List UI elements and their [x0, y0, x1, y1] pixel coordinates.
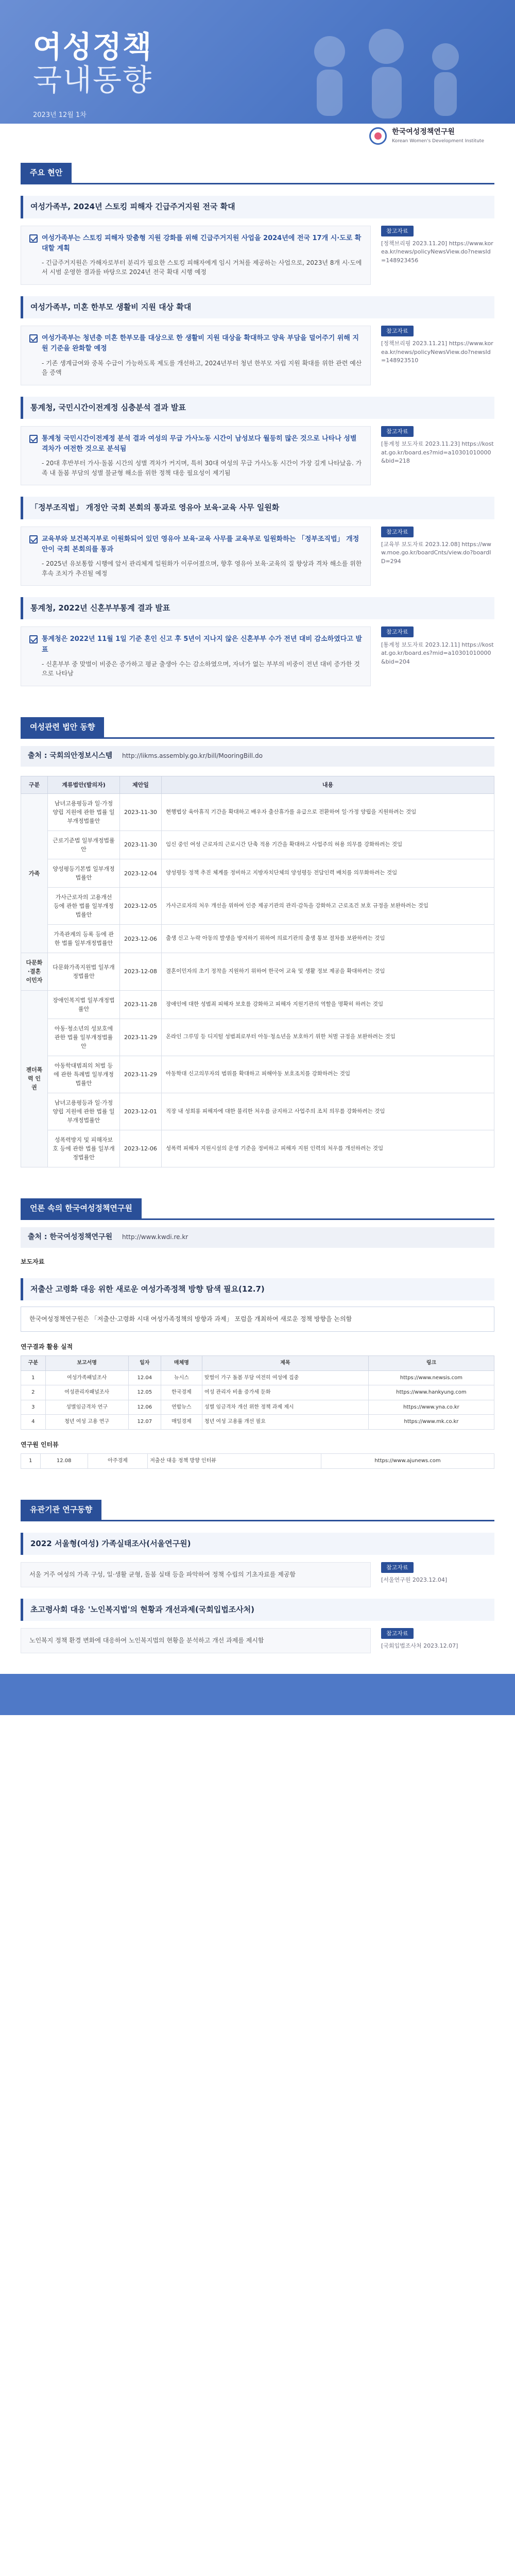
table-cell: 청년 여성 고용 연구	[45, 1415, 128, 1430]
logo-name-kr: 한국여성정책연구원	[392, 128, 455, 137]
proposal-date-cell: 2023-12-08	[120, 953, 162, 990]
bill-name-cell: 남녀고용평등과 일·가정 양립 지원에 관한 법률 일부개정법률안	[48, 793, 120, 831]
proposal-date-cell: 2023-11-30	[120, 793, 162, 831]
bill-name-cell: 가사근로자의 고용개선 등에 관한 법률 일부개정법률안	[48, 888, 120, 925]
bill-content-cell: 임신 중인 여성 근로자의 근로시간 단축 적용 기간을 확대하고 사업주의 허용 의무를 강화하려는 것임	[161, 831, 494, 859]
check-icon	[29, 435, 38, 443]
proposal-date-cell: 2023-11-29	[120, 1056, 162, 1093]
check-icon	[29, 334, 38, 343]
proposal-date-cell: 2023-11-30	[120, 831, 162, 859]
section-title: 유관기관 연구동향	[21, 1500, 101, 1520]
table-cell: 연합뉴스	[161, 1400, 202, 1415]
news-description: - 20대 후반부터 가사·돌봄 시간의 성별 격차가 커지며, 특히 30대 여성의 무급 가사노동 시간이 가장 길게 나타났음. 가족 내 돌봄 부담의 성별 불균형 해소를 위한 정책 대응 필요성이 제기됨	[42, 460, 362, 477]
column-header: 구분	[21, 1356, 46, 1371]
source-link[interactable]: http://www.kwdi.re.kr	[122, 1233, 188, 1241]
news-item	[21, 226, 494, 285]
table-cell: 12.05	[128, 1385, 161, 1400]
proposal-date-cell: 2023-11-28	[120, 990, 162, 1019]
decorative-figures-icon	[299, 21, 484, 124]
hero-banner	[0, 0, 515, 149]
kwdi-logo	[369, 127, 484, 145]
source-bar	[21, 1227, 494, 1248]
check-icon	[29, 234, 38, 243]
table-cell: 12.06	[128, 1400, 161, 1415]
footer-band	[0, 1674, 515, 1715]
bill-name-cell: 남녀고용평등과 일·가정 양립 지원에 관한 법률 일부개정법률안	[48, 1093, 120, 1130]
table-link[interactable]: https://www.yna.co.kr	[368, 1400, 494, 1415]
reference-badge: 참고자료	[381, 1628, 414, 1639]
partner-title: 초고령사회 대응 '노인복지법'의 현황과 개선과제(국회입법조사처)	[21, 1599, 494, 1621]
press-label: 보도자료	[21, 1258, 45, 1266]
reference-link[interactable]: [국회입법조사처 2023.12.07]	[381, 1642, 458, 1650]
bill-content-cell: 온라인 그루밍 등 디지털 성범죄로부터 아동·청소년을 보호하기 위한 처벌 규정을 보완하려는 것임	[161, 1019, 494, 1056]
column-header: 내용	[161, 776, 494, 793]
interview-label: 연구원 인터뷰	[21, 1440, 59, 1448]
news-headline: 통계청 국민시간이전계정 분석 결과 여성의 무급 가사노동 시간이 남성보다 월등히 많은 것으로 나타나 성별 격차가 여전한 것으로 분석됨	[42, 434, 357, 453]
table-cell: 저출산 대응 정책 방향 인터뷰	[148, 1454, 321, 1469]
news-description: - 긴급주거지원은 가해자로부터 분리가 필요한 스토킹 피해자에게 임시 거처를 제공하는 사업으로, 2023년 8개 시·도에서 시범 운영한 결과를 바탕으로 2024년 전국 확대 시행 예정	[42, 259, 362, 276]
bill-content-cell: 출생 신고 누락 아동의 발생을 방지하기 위하여 의료기관의 출생 통보 절차를 보완하려는 것임	[161, 925, 494, 953]
proposal-date-cell: 2023-11-29	[120, 1019, 162, 1056]
table-cell: 12.08	[40, 1454, 88, 1469]
table-row	[21, 1019, 494, 1056]
table-cell: 12.04	[128, 1370, 161, 1385]
section-research	[21, 1198, 494, 1220]
source-link[interactable]: http://likms.assembly.go.kr/bill/MooringBill.do	[122, 752, 263, 760]
source-bar	[21, 746, 494, 767]
column-header: 제안일	[120, 776, 162, 793]
category-cell: 가족	[21, 793, 48, 953]
partner-item	[21, 1628, 494, 1653]
section-main-news	[21, 163, 494, 184]
table-row	[21, 1385, 494, 1400]
bill-name-cell: 성폭력방지 및 피해자보호 등에 관한 법률 일부개정법률안	[48, 1130, 120, 1167]
news-item	[21, 527, 494, 586]
news-item	[21, 426, 494, 485]
table-cell: 3	[21, 1400, 46, 1415]
logo-name-en: Korean Women's Development Institute	[392, 139, 484, 144]
partner-item	[21, 1562, 494, 1587]
news-description: - 2025년 유보통합 시행에 앞서 관리체계 일원화가 이루어졌으며, 향후 영유아 보육·교육의 질 향상과 격차 해소를 위한 후속 조치가 추진될 예정	[42, 560, 362, 577]
bill-name-cell: 아동학대범죄의 처벌 등에 관한 특례법 일부개정법률안	[48, 1056, 120, 1093]
table-cell: 1	[21, 1370, 46, 1385]
table-row	[21, 793, 494, 831]
table-row	[21, 1454, 494, 1469]
proposal-date-cell: 2023-12-04	[120, 859, 162, 888]
results-table-label: 연구결과 활용 실적	[21, 1343, 73, 1350]
section-title: 여성관련 법안 동향	[21, 717, 104, 737]
proposal-date-cell: 2023-12-05	[120, 888, 162, 925]
table-link[interactable]: https://www.hankyung.com	[368, 1385, 494, 1400]
table-link[interactable]: https://www.newsis.com	[368, 1370, 494, 1385]
section-title: 언론 속의 한국여성정책연구원	[21, 1198, 142, 1218]
table-row	[21, 1093, 494, 1130]
news-group-title: 「정부조직법」 개정안 국회 본회의 통과로 영유아 보육·교육 사무 일원화	[21, 497, 494, 519]
proposal-date-cell: 2023-12-06	[120, 1130, 162, 1167]
table-cell: 매일경제	[161, 1415, 202, 1430]
table-row	[21, 859, 494, 888]
column-header: 링크	[368, 1356, 494, 1371]
partner-description: 서울 거주 여성의 가족 구성, 일·생활 균형, 돌봄 실태 등을 파악하여 정책 수립의 기초자료를 제공함	[29, 1571, 296, 1579]
section-title: 주요 현안	[21, 163, 72, 183]
news-headline: 통계청은 2022년 11월 1일 기준 혼인 신고 후 5년이 지나지 않은 신혼부부 수가 전년 대비 감소하였다고 발표	[42, 635, 362, 654]
partner-title: 2022 서울형(여성) 가족실태조사(서울연구원)	[21, 1533, 494, 1555]
news-description: - 신혼부부 중 맞벌이 비중은 증가하고 평균 출생아 수는 감소하였으며, 자녀가 없는 부부의 비중이 전년 대비 증가한 것으로 나타남	[42, 660, 360, 677]
table-cell: 4	[21, 1415, 46, 1430]
press-body: 한국여성정책연구원은 「저출산·고령화 시대 여성가족정책의 방향과 과제」 포럼을 개최하여 새로운 정책 방향을 논의함	[21, 1307, 494, 1332]
table-cell: 12.07	[128, 1415, 161, 1430]
table-row	[21, 1056, 494, 1093]
table-cell: 여성 관리자 비율 증가세 둔화	[202, 1385, 368, 1400]
news-item	[21, 626, 494, 686]
news-headline: 여성가족부는 스토킹 피해자 맞춤형 지원 강화를 위해 긴급주거지원 사업을 2024년에 전국 17개 시·도로 확대할 계획	[42, 234, 362, 252]
bill-content-cell: 직장 내 성희롱 피해자에 대한 불리한 처우를 금지하고 사업주의 조치 의무를 강화하려는 것임	[161, 1093, 494, 1130]
column-header: 일자	[128, 1356, 161, 1371]
legislation-table	[21, 776, 494, 1167]
news-group-title: 통계청, 2022년 신혼부부통계 결과 발표	[21, 597, 494, 619]
table-row	[21, 1400, 494, 1415]
table-cell: 아주경제	[88, 1454, 148, 1469]
column-header: 계류법안(발의자)	[48, 776, 120, 793]
reference-link[interactable]: [정책브리핑 2023.11.21] https://www.korea.kr/news/policyNewsView.do?newsId=148923510	[381, 340, 493, 364]
bill-name-cell: 아동·청소년의 성보호에 관한 법률 일부개정법률안	[48, 1019, 120, 1056]
column-header: 구분	[21, 776, 48, 793]
bill-content-cell: 결혼이민자의 초기 정착을 지원하기 위하여 한국어 교육 및 생활 정보 제공을 확대하려는 것임	[161, 953, 494, 990]
bill-content-cell: 양성평등 정책 추진 체계를 정비하고 지방자치단체의 양성평등 전담인력 배치를 의무화하려는 것임	[161, 859, 494, 888]
logo-bar	[0, 124, 515, 149]
table-cell: 맞벌이 가구 돌봄 부담 여전히 여성에 집중	[202, 1370, 368, 1385]
proposal-date-cell: 2023-12-06	[120, 925, 162, 953]
table-cell: 뉴시스	[161, 1370, 202, 1385]
source-label: 출처 : 한국여성정책연구원	[28, 1233, 113, 1242]
news-headline: 교육부와 보건복지부로 이원화되어 있던 영유아 보육·교육 사무를 교육부로 일원화하는 「정부조직법」 개정안이 국회 본회의를 통과	[42, 535, 359, 553]
category-cell: 젠더폭력 인권	[21, 990, 48, 1167]
table-row	[21, 1130, 494, 1167]
section-legislation	[21, 717, 494, 739]
reference-badge: 참고자료	[381, 1562, 414, 1573]
category-cell: 다문화·결혼이민자	[21, 953, 48, 990]
table-row	[21, 990, 494, 1019]
issue-number: 2023년 12월 1차	[33, 111, 87, 119]
table-cell: 여성관리자패널조사	[45, 1385, 128, 1400]
bill-name-cell: 가족관계의 등록 등에 관한 법률 일부개정법률안	[48, 925, 120, 953]
bill-content-cell: 성폭력 피해자 지원시설의 운영 기준을 정비하고 피해자 지원 인력의 처우를 개선하려는 것임	[161, 1130, 494, 1167]
reference-link[interactable]: [서울연구원 2023.12.04]	[381, 1577, 448, 1584]
reference-link[interactable]: [교육부 보도자료 2023.12.08] https://www.moe.go.kr/boardCnts/view.do?boardID=294	[381, 540, 491, 565]
bill-name-cell: 다문화가족지원법 일부개정법률안	[48, 953, 120, 990]
press-title: 저출산 고령화 대응 위한 새로운 여성가족정책 방향 탐색 필요(12.7)	[21, 1278, 494, 1300]
table-row	[21, 925, 494, 953]
news-description: - 기존 생계급여와 중복 수급이 가능하도록 제도를 개선하고, 2024년부터 청년 한부모 자립 지원 확대를 위한 관련 예산을 증액	[42, 359, 362, 377]
table-row	[21, 1370, 494, 1385]
table-link[interactable]: https://www.ajunews.com	[321, 1454, 494, 1469]
bill-name-cell: 근로기준법 일부개정법률안	[48, 831, 120, 859]
reference-badge: 참고자료	[381, 426, 414, 437]
interview-table	[21, 1453, 494, 1469]
news-group-title: 여성가족부, 2024년 스토킹 피해자 긴급주거지원 전국 확대	[21, 196, 494, 218]
reference-badge: 참고자료	[381, 226, 414, 236]
reference-badge: 참고자료	[381, 527, 414, 537]
table-cell: 여성가족패널조사	[45, 1370, 128, 1385]
check-icon	[29, 635, 38, 643]
table-row	[21, 888, 494, 925]
table-cell: 2	[21, 1385, 46, 1400]
bill-content-cell: 장애인에 대한 성범죄 피해자 보호를 강화하고 피해자 지원기관의 역할을 명확히 하려는 것임	[161, 990, 494, 1019]
column-header: 보고서명	[45, 1356, 128, 1371]
bill-name-cell: 장애인복지법 일부개정법률안	[48, 990, 120, 1019]
source-label: 출처 : 국회의안정보시스템	[28, 752, 113, 760]
partner-description: 노인복지 정책 환경 변화에 대응하여 노인복지법의 현황을 분석하고 개선 과제를 제시함	[29, 1637, 264, 1645]
news-item	[21, 326, 494, 385]
news-group-title: 여성가족부, 미혼 한부모 생활비 지원 대상 확대	[21, 296, 494, 318]
table-cell: 한국경제	[161, 1385, 202, 1400]
table-row	[21, 1415, 494, 1430]
table-cell: 성별 임금격차 개선 위한 정책 과제 제시	[202, 1400, 368, 1415]
news-headline: 여성가족부는 청년층 미혼 한부모를 대상으로 한 생활비 지원 대상을 확대하고 양육 부담을 덜어주기 위해 지원 기준을 완화할 예정	[42, 334, 359, 353]
reference-link[interactable]: [통계청 보도자료 2023.12.11] https://kostat.go.kr/board.es?mid=a10301010000&bid=204	[381, 641, 494, 665]
kwdi-logo-icon	[369, 127, 387, 145]
results-table	[21, 1355, 494, 1430]
bill-name-cell: 양성평등기본법 일부개정법률안	[48, 859, 120, 888]
bill-content-cell: 가사근로자의 처우 개선을 위하여 인증 제공기관의 관리·감독을 강화하고 근로조건 보호 규정을 보완하려는 것임	[161, 888, 494, 925]
column-header: 매체명	[161, 1356, 202, 1371]
column-header: 제목	[202, 1356, 368, 1371]
proposal-date-cell: 2023-12-01	[120, 1093, 162, 1130]
table-row	[21, 831, 494, 859]
table-row	[21, 953, 494, 990]
newsletter-subtitle: 국내동향	[33, 62, 153, 97]
news-group-title: 통계청, 국민시간이전계정 심층분석 결과 발표	[21, 397, 494, 419]
reference-link[interactable]: [통계청 보도자료 2023.11.23] https://kostat.go.kr/board.es?mid=a10301010000&bid=218	[381, 440, 494, 465]
table-cell: 청년 여성 고용률 개선 필요	[202, 1415, 368, 1430]
newsletter-title: 여성정책	[33, 29, 153, 64]
table-cell: 성별임금격차 연구	[45, 1400, 128, 1415]
reference-link[interactable]: [정책브리핑 2023.11.20] https://www.korea.kr/news/policyNewsView.do?newsId=148923456	[381, 240, 493, 264]
check-icon	[29, 535, 38, 544]
bill-content-cell: 아동학대 신고의무자의 범위를 확대하고 피해아동 보호조치를 강화하려는 것임	[161, 1056, 494, 1093]
bill-content-cell: 현행법상 육아휴직 기간을 확대하고 배우자 출산휴가를 유급으로 전환하여 일·가정 양립을 지원하려는 것임	[161, 793, 494, 831]
table-link[interactable]: https://www.mk.co.kr	[368, 1415, 494, 1430]
table-cell: 1	[21, 1454, 41, 1469]
section-partners	[21, 1500, 494, 1521]
reference-badge: 참고자료	[381, 626, 414, 637]
reference-badge: 참고자료	[381, 326, 414, 336]
